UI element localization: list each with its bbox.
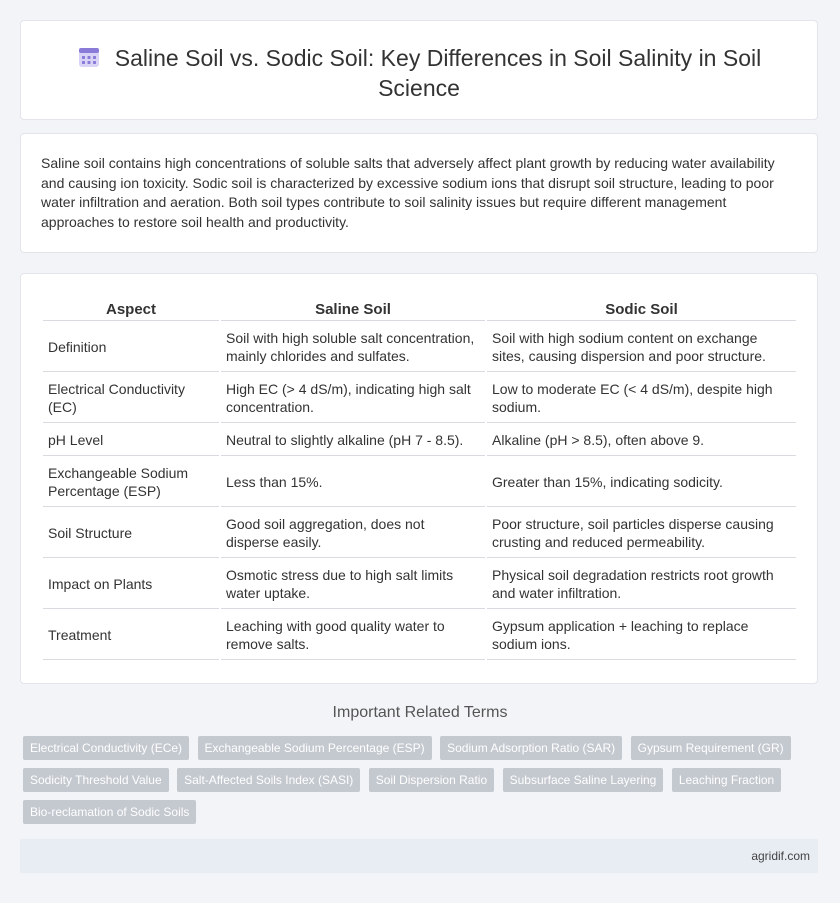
related-term-tag[interactable]: Electrical Conductivity (ECe) bbox=[23, 736, 189, 760]
related-terms-title: Important Related Terms bbox=[332, 704, 508, 721]
table-row bbox=[43, 425, 796, 456]
sodic-cell: Physical soil degradation restricts root growth and water infiltration. bbox=[487, 560, 796, 609]
intro-text: Saline soil contains high concentrations of soluble salts that adversely affect plant growth by reducing water availability and causing ion toxicity. Sodic soil is characterized by excessive sodium ions that disrupt soil structure, leading to poor water infiltration and aeration. Both soil types contribute to soil salinity issues but require different management approaches to restore soil health and productivity. bbox=[41, 155, 775, 230]
saline-cell: Good soil aggregation, does not disperse easily. bbox=[221, 509, 485, 558]
related-term-tag[interactable]: Bio-reclamation of Sodic Soils bbox=[23, 800, 196, 824]
footer bbox=[20, 839, 818, 873]
aspect-cell: pH Level bbox=[43, 425, 219, 456]
page-title bbox=[21, 43, 817, 103]
header-saline: Saline Soil bbox=[221, 296, 485, 321]
related-term-tag[interactable]: Gypsum Requirement (GR) bbox=[631, 736, 791, 760]
comparison-table bbox=[41, 294, 798, 662]
related-term-tag[interactable]: Subsurface Saline Layering bbox=[503, 768, 664, 792]
footer-site-link[interactable]: agridif.com bbox=[751, 849, 810, 863]
header-aspect: Aspect bbox=[43, 296, 219, 321]
aspect-cell: Electrical Conductivity (EC) bbox=[43, 374, 219, 423]
sodic-cell: Greater than 15%, indicating sodicity. bbox=[487, 458, 796, 507]
sodic-cell: Alkaline (pH > 8.5), often above 9. bbox=[487, 425, 796, 456]
related-term-tag[interactable]: Salt-Affected Soils Index (SASI) bbox=[177, 768, 360, 792]
table-header-row bbox=[43, 296, 796, 321]
saline-cell: Leaching with good quality water to remove salts. bbox=[221, 611, 485, 660]
sodic-cell: Poor structure, soil particles disperse causing crusting and reduced permeability. bbox=[487, 509, 796, 558]
related-terms-list bbox=[23, 736, 803, 832]
intro-card bbox=[20, 133, 818, 253]
saline-cell: Soil with high soluble salt concentration, mainly chlorides and sulfates. bbox=[221, 323, 485, 372]
saline-cell: Less than 15%. bbox=[221, 458, 485, 507]
saline-cell: High EC (> 4 dS/m), indicating high salt concentration. bbox=[221, 374, 485, 423]
sodic-cell: Gypsum application + leaching to replace sodium ions. bbox=[487, 611, 796, 660]
table-row bbox=[43, 323, 796, 372]
related-term-tag[interactable]: Sodium Adsorption Ratio (SAR) bbox=[440, 736, 622, 760]
related-term-tag[interactable]: Sodicity Threshold Value bbox=[23, 768, 169, 792]
calendar-grid-icon bbox=[77, 45, 101, 69]
table-row bbox=[43, 458, 796, 507]
table-row bbox=[43, 560, 796, 609]
table-row bbox=[43, 611, 796, 660]
sodic-cell: Soil with high sodium content on exchange sites, causing dispersion and poor structure. bbox=[487, 323, 796, 372]
aspect-cell: Definition bbox=[43, 323, 219, 372]
header-card bbox=[20, 20, 818, 120]
aspect-cell: Impact on Plants bbox=[43, 560, 219, 609]
saline-cell: Osmotic stress due to high salt limits water uptake. bbox=[221, 560, 485, 609]
related-term-tag[interactable]: Soil Dispersion Ratio bbox=[369, 768, 494, 792]
related-term-tag[interactable]: Exchangeable Sodium Percentage (ESP) bbox=[198, 736, 432, 760]
comparison-card bbox=[20, 273, 818, 684]
aspect-cell: Exchangeable Sodium Percentage (ESP) bbox=[43, 458, 219, 507]
saline-cell: Neutral to slightly alkaline (pH 7 - 8.5). bbox=[221, 425, 485, 456]
sodic-cell: Low to moderate EC (< 4 dS/m), despite high sodium. bbox=[487, 374, 796, 423]
table-row bbox=[43, 509, 796, 558]
aspect-cell: Soil Structure bbox=[43, 509, 219, 558]
table-row bbox=[43, 374, 796, 423]
page-title-text: Saline Soil vs. Sodic Soil: Key Differences in Soil Salinity in Soil Science bbox=[114, 45, 762, 101]
header-sodic: Sodic Soil bbox=[487, 296, 796, 321]
aspect-cell: Treatment bbox=[43, 611, 219, 660]
related-term-tag[interactable]: Leaching Fraction bbox=[672, 768, 781, 792]
